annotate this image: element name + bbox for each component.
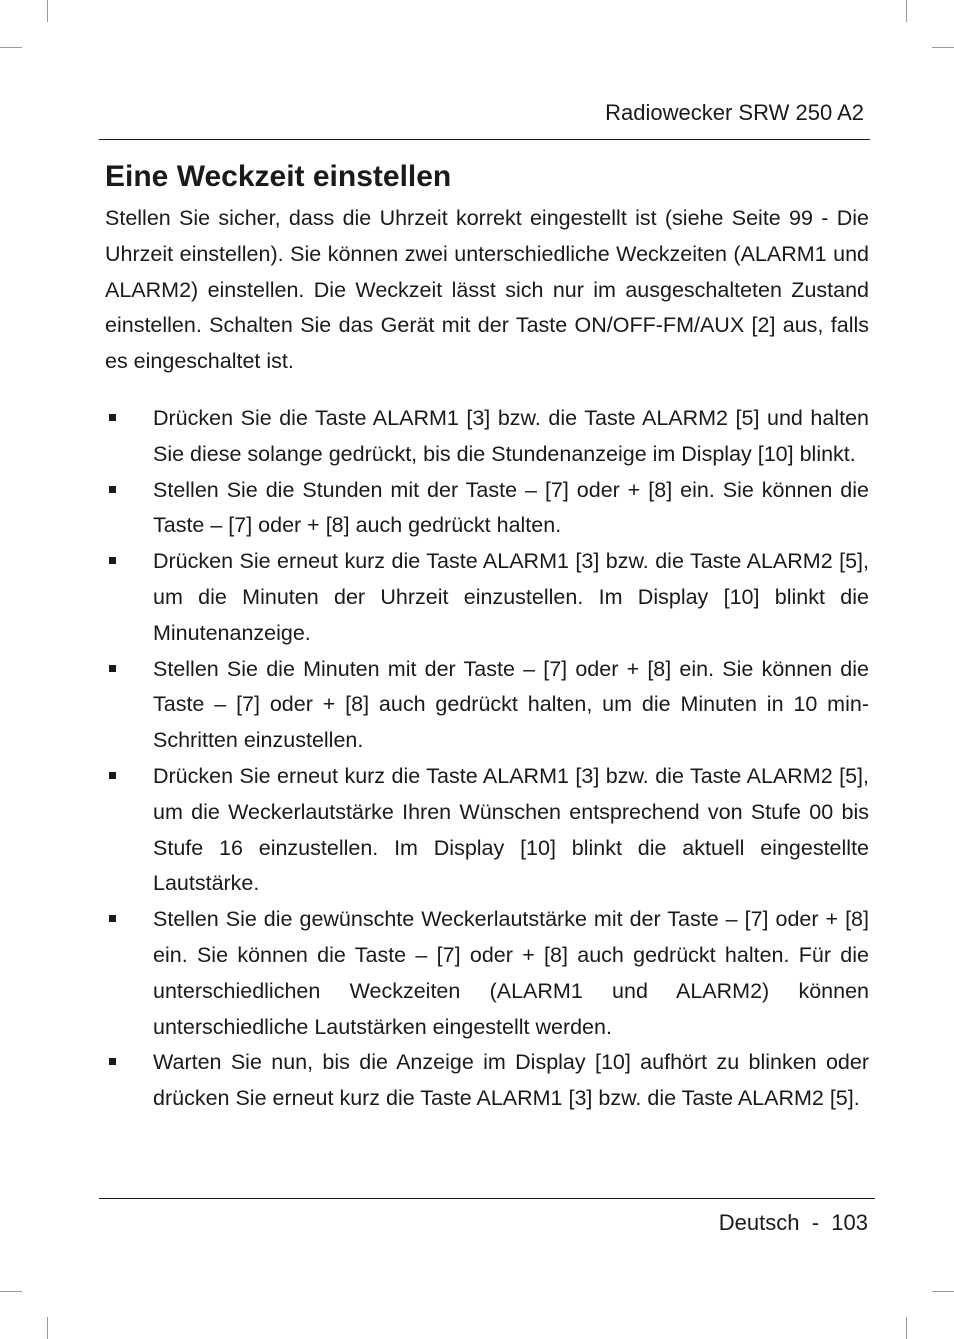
footer-language: Deutsch (718, 1210, 800, 1235)
crop-mark (47, 0, 48, 22)
running-header: Radiowecker SRW 250 A2 (605, 100, 864, 125)
step-text: Stellen Sie die gewünschte Weckerlautstärke mit der Taste – [7] oder + [8] ein. Sie können die Taste – [7] oder + [8] auch gedrückt halten. Für die unterschiedlichen Weckzeiten (ALARM1 und ALARM2) können unterschiedliche Lautstärken eingestellt werden. (153, 907, 869, 1039)
crop-mark (47, 1317, 48, 1339)
list-item (105, 544, 869, 651)
crop-mark (906, 0, 907, 22)
bullet-square-icon (109, 414, 116, 421)
bullet-square-icon (109, 1058, 116, 1065)
page-footer (719, 1208, 868, 1238)
crop-mark (0, 1291, 22, 1292)
bullet-square-icon (109, 772, 116, 779)
step-text: Drücken Sie erneut kurz die Taste ALARM1 [3] bzw. die Taste ALARM2 [5], um die Minuten der Uhrzeit einzustellen. Im Display [10] blinkt die Minutenanzeige. (153, 549, 869, 645)
list-item (105, 759, 869, 902)
crop-mark (0, 47, 22, 48)
page-number: 103 (831, 1210, 868, 1235)
step-text: Stellen Sie die Stunden mit der Taste – [7] oder + [8] ein. Sie können die Taste – [7] oder + [8] auch gedrückt halten. (153, 477, 869, 538)
bullet-square-icon (109, 557, 116, 564)
step-text: Stellen Sie die Minuten mit der Taste – [7] oder + [8] ein. Sie können die Taste – [7] oder + [8] auch gedrückt halten, um die Minuten in 10 min-Schritten einzustellen. (153, 656, 869, 753)
step-text: Drücken Sie erneut kurz die Taste ALARM1 [3] bzw. die Taste ALARM2 [5], um die Weckerlautstärke Ihren Wünschen entsprechend von Stufe 00 bis Stufe 16 einzustellen. Im Display [10] blinkt die aktuell eingestellte Lautstärke. (153, 763, 869, 896)
footer-separator: - (811, 1210, 820, 1235)
step-text: Warten Sie nun, bis die Anzeige im Display [10] aufhört zu blinken oder drücken Sie erneut kurz die Taste ALARM1 [3] bzw. die Taste ALARM2 [5]. (153, 1050, 869, 1111)
instruction-list (105, 401, 869, 1117)
list-item (105, 473, 869, 545)
list-item (105, 652, 869, 759)
footer-rule (99, 1198, 875, 1199)
crop-mark (932, 1291, 954, 1292)
intro-paragraph: Stellen Sie sicher, dass die Uhrzeit korrekt eingestellt ist (siehe Seite 99 - Die Uhrzeit einstellen). Sie können zwei unterschiedliche Weckzeiten (ALARM1 und ALARM2) einstellen. Die Weckzeit lässt sich nur im ausgeschalteten Zustand einstellen. Schalten Sie das Gerät mit der Taste ON/OFF-FM/AUX [2] aus, falls es eingeschaltet ist. (105, 206, 869, 374)
list-item (105, 902, 869, 1045)
step-text: Drücken Sie die Taste ALARM1 [3] bzw. die Taste ALARM2 [5] und halten Sie diese solange gedrückt, bis die Stundenanzeige im Display [10] blinkt. (153, 406, 869, 466)
header-rule (99, 139, 870, 140)
list-item (105, 401, 869, 473)
bullet-square-icon (109, 915, 116, 922)
bullet-square-icon (109, 665, 116, 672)
section-title: Eine Weckzeit einstellen (105, 160, 452, 193)
list-item (105, 1045, 869, 1117)
crop-mark (906, 1317, 907, 1339)
bullet-square-icon (109, 486, 116, 493)
crop-mark (932, 47, 954, 48)
